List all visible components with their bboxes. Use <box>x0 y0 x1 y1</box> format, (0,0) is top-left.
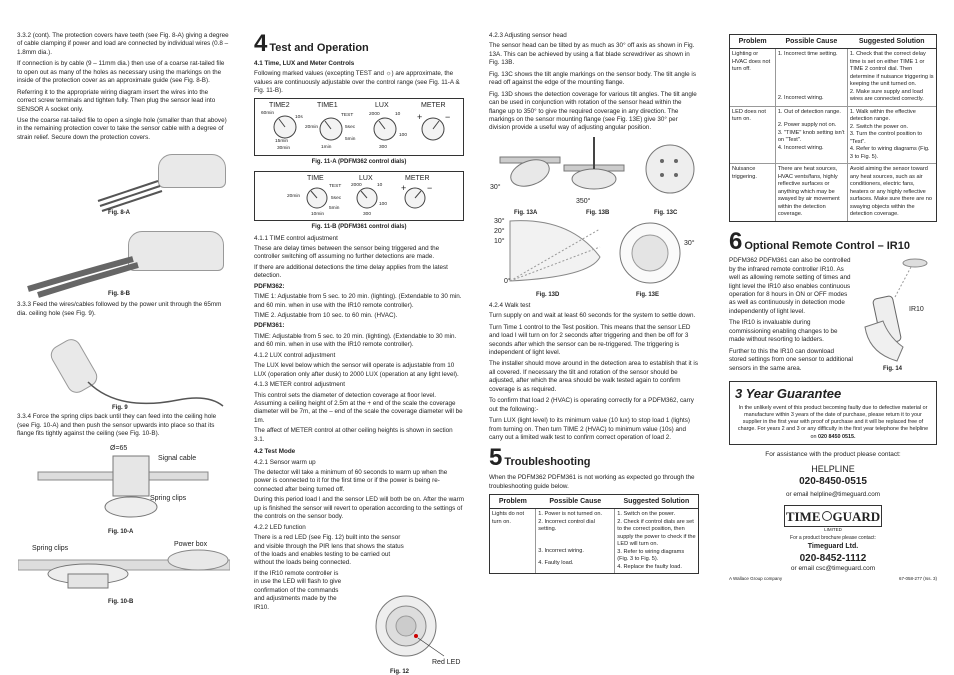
cause-item: 2. Power supply not on. <box>777 122 837 129</box>
group-text: A Wallace Group company <box>729 575 783 581</box>
fig-9-caption: Fig. 9 <box>112 405 128 412</box>
fig-8b-caption: Fig. 8-B <box>108 291 130 298</box>
solution-cell: Avoid aiming the sensor toward any heat sources, such as air conditioners, electric fans, heaters or any highly reflective surfaces. Make sure there are no swaying objects within the detection coverage. <box>847 164 936 221</box>
company-name: Timeguard Ltd. <box>807 543 859 551</box>
fig-14-caption: Fig. 14 <box>883 366 903 373</box>
cause-item: 1. Out of detection range. <box>777 108 841 115</box>
dial-value: 100 <box>379 201 388 207</box>
cause-item: 2. Incorrect control dial setting. <box>538 518 595 533</box>
section-number: 6 <box>729 227 743 255</box>
para-led-function: There is a red LED (see Fig. 12) built into the sensor and visible through the PIR lens that shows the status of the loads and enables testing to be carried out without the loads being connected. <box>254 534 404 567</box>
para-protection-cover: Use the coarse rat-tailed file to open a single hole (smaller than that above) in the remaining protection cover to take the sensor cable with a degree of strain relief. Secure down the protection covers. <box>17 116 227 141</box>
dial-value: 1min <box>321 145 332 151</box>
guarantee-phone: 020 8450 0515. <box>818 433 856 440</box>
para-wiring: Referring it to the appropriate wiring diagram insert the wires into the correct screw terminals and tighten fully. Then plug the sensor lead into SENSOR A socket only. <box>17 88 216 113</box>
problem-cell: LED does not turn on. <box>730 106 775 163</box>
figure-11a <box>254 98 464 156</box>
table-row <box>730 106 936 163</box>
para-spring-clips: 3.3.4 Force the spring clips back until they can feed into the ceiling hole (see Fig. 10-A) and then push the sensor upwards into place so that its flange fits tightly against the ceiling (see Fig. 10-B). <box>17 413 217 437</box>
solution-item: 2. Make sure supply and load wires are connected correctly. <box>849 88 924 103</box>
cable-illustration <box>18 219 230 299</box>
dial-value: 5min <box>345 137 356 143</box>
company-email: or email csc@timeguard.com <box>790 564 876 572</box>
subheading-4-2: 4.2 Test Mode <box>254 448 296 456</box>
para-load2-steps: Turn LUX (light level) to its minimum value (10 lux) to stop load 1 (lights) from turning on. Then turn TIME 2 (HVAC) to minimum value (10s) and carry out a limited walk test to confirm correct operation of load 2. <box>489 417 690 441</box>
logo-text-guard: GUARD <box>832 508 881 524</box>
fig-13b-caption: Fig. 13B <box>586 209 610 216</box>
logo-text-time: TIME <box>785 508 821 524</box>
para-load2: To confirm that load 2 (HVAC) is operating correctly for a PDFM362, carry out the following:- <box>489 397 694 413</box>
remote-section <box>729 257 937 375</box>
fig-13c-caption: Fig. 13C <box>654 209 678 216</box>
tilt-30-label: 30° <box>490 183 501 191</box>
para-walk-test-mode: Turn Time 1 control to the Test position. This means that the sensor LED and load I will turn on for 2 seconds after triggering and then be off for 3 seconds after which the sensor can be re-triggered. The triggering is independent of light level. <box>489 323 691 356</box>
company-phone: 020-8452-1112 <box>799 552 867 564</box>
subheading-4-1: 4.1 Time, LUX and Meter Controls <box>254 59 355 67</box>
red-led-label: Red LED <box>432 659 461 666</box>
guarantee-text: In the unlikely event of this product becoming faulty due to defective material or manufacture within 3 years of the date of purchase, please return it to your supplier in the first year with proof of purchase and it will be replaced free of charge. For years 2 and 3 or any difficulty in the first year telephone the helpline on <box>737 404 929 440</box>
para-ir10-led: If the IR10 remote controller is in use the LED will flash to give confirmation of the commands and adjustments made by the IR10. <box>254 569 342 611</box>
meter-minus: − <box>445 112 451 123</box>
dial-value: 2000 <box>351 182 362 188</box>
figure-12 <box>366 590 462 675</box>
ir10-label: IR10 <box>909 306 924 314</box>
fig-11b-caption: Fig. 11-B (PDFM361 control dials) <box>311 223 407 230</box>
dial-value: 60min <box>261 111 275 117</box>
cause-cell <box>775 49 847 106</box>
solution-item: 1. Switch on the power. <box>617 511 676 518</box>
dial-value: 20min <box>287 193 301 199</box>
dial-value: 10 <box>377 182 383 188</box>
fig-13a-caption: Fig. 13A <box>514 209 538 216</box>
hand-remote-illustration <box>859 257 937 365</box>
dial-value: 10s <box>295 115 303 121</box>
spring-clips-label: Spring clips <box>150 495 187 503</box>
section-6-heading <box>729 227 937 255</box>
problem-cell: Lights do not turn on. <box>490 509 536 573</box>
helpline-number: 020-8450-0515 <box>799 475 867 487</box>
para-tilt: The sensor head can be tilted by as much as 30° off axis as shown in Fig. 13A. This can be achieved by using a flat blade screwdriver as shown in Fig. 13B. <box>489 42 695 67</box>
figure-11b <box>254 171 464 221</box>
meter-minus: − <box>427 182 433 193</box>
para-walk-supply: Turn supply on and wait at least 60 seconds for the system to settle down. <box>489 312 696 320</box>
solution-cell <box>847 49 936 106</box>
cause-item: 2. Incorrect wiring. <box>777 94 824 101</box>
guarantee-box <box>729 381 937 445</box>
figure-8b <box>17 218 229 298</box>
meter-plus: + <box>417 112 423 123</box>
problem-cell: Nuisance triggering. <box>730 164 775 221</box>
cause-item: 1. Power is not turned on. <box>538 511 602 518</box>
assist-text: For assistance with the product please contact: <box>765 450 901 458</box>
figure-8a <box>17 145 229 218</box>
guarantee-title: 3 Year Guarantee <box>735 386 842 402</box>
para-delay-times: These are delay times between the sensor being triggered and the controller switching off assuming no further detections are made. <box>254 244 440 261</box>
sensor-lens-illustration <box>366 590 462 662</box>
table-row <box>730 49 936 106</box>
spring-clips-label: Spring clips <box>32 545 69 553</box>
dial-value: 2000 <box>369 112 380 118</box>
subheading-4-1-3: 4.1.3 METER control adjustment <box>254 381 345 389</box>
para-time2: TIME 2. Adjustable from 10 sec. to 60 min. (HVAC). <box>254 312 398 320</box>
column-remote-guarantee <box>729 34 937 582</box>
dial-value: TEST <box>341 113 354 119</box>
section-number: 4 <box>254 30 268 57</box>
clock-icon <box>822 511 832 521</box>
helpline-email: or email helpline@timeguard.com <box>786 491 880 498</box>
solution-item: 2. Check if control dials are set to the correct position, then supply the power to check if the LED will turn on. <box>617 518 696 548</box>
cause-item: 4. Faulty load. <box>538 560 574 567</box>
power-box-label: Power box <box>174 541 208 549</box>
figure-14 <box>859 257 937 375</box>
cause-item: 3. Incorrect wiring. <box>538 547 584 554</box>
cause-item: 1. Incorrect time setting. <box>777 51 838 58</box>
detection-coverage-illustration <box>490 217 700 287</box>
section-title: Test and Operation <box>269 42 369 54</box>
subheading-4-1-1: 4.1.1 TIME control adjustment <box>254 234 338 242</box>
col-header-solution: Suggested Solution <box>615 495 698 509</box>
dial-value: 10 <box>395 112 401 118</box>
dial-label-time: TIME <box>307 174 324 182</box>
figure-10b <box>17 537 229 607</box>
solution-cell <box>847 106 936 163</box>
col-header-cause: Possible Cause <box>775 35 847 49</box>
wires-illustration <box>18 146 230 216</box>
para-cable-clamping: 3.3.2 (cont). The protection covers have teeth (see Fig. 8-A) giving a degree of cable clamping if power and load are connected by individual wires (0.8 –1.8mm dia.). <box>17 32 229 56</box>
para-time1: TIME 1: Adjustable from 5 sec. to 20 min. (lighting). (Extendable to 30 min. and 60 min. when in use with the IR10 remote controller). <box>254 293 462 309</box>
angle-30-label: 30° <box>494 217 505 225</box>
column-test-operation <box>254 30 465 675</box>
figure-9 <box>17 321 229 413</box>
model-pdfm361: PDFM361: <box>254 322 285 330</box>
para-meter-heights: The affect of METER control at other ceiling heights is shown in section 3.1. <box>254 427 453 443</box>
para-ir10-commissioning: The IR10 is invaluable during commissioning enabling changes to be made without resorting to ladders. <box>729 319 838 344</box>
signal-cable-label: Signal cable <box>158 455 197 463</box>
para-warm-up: The detector will take a minimum of 60 seconds to warm up when the power is connected to it for the first time or if the power is being re-connected after being turned off. <box>254 469 448 493</box>
dial-value: 30min <box>277 146 291 152</box>
figure-13de <box>489 216 699 298</box>
section-title: Optional Remote Control – IR10 <box>744 239 910 252</box>
dial-label-lux: LUX <box>359 174 373 182</box>
fig-11a-caption: Fig. 11-A (PDFM362 control dials) <box>311 159 407 166</box>
table-row <box>730 164 936 221</box>
fig-8a-caption: Fig. 8-A <box>108 210 130 217</box>
angle-0-label: 0° <box>504 277 511 285</box>
cause-cell <box>775 106 847 163</box>
fig-12-caption: Fig. 12 <box>390 669 410 675</box>
fig-13e-caption: Fig. 13E <box>636 291 660 298</box>
section-title: Troubleshooting <box>504 456 591 469</box>
troubleshooting-table-2 <box>729 34 937 222</box>
flange-30-label: 30° <box>684 239 695 247</box>
fig-13d-caption: Fig. 13D <box>536 291 560 298</box>
subheading-4-2-1: 4.2.1 Sensor warm up <box>254 458 316 466</box>
cause-cell: There are heat sources, HVAC vents/fans, highly reflective surfaces or anything which may be swayed by air movement within the detection coverage. <box>775 164 847 221</box>
para-additional-detections: If there are additional detections the time delay applies from the latest detection. <box>254 263 448 280</box>
col-header-problem: Problem <box>490 495 536 509</box>
para-ir10-intro: PDFM362 PDFM361 can also be controlled by the infrared remote controller IR10. As well as allowing remote setting of times and light level the IR10 also enables continuous operation for 8 hours in ON or OFF modes as well as continuously in detection mode independently of light level. <box>729 257 851 315</box>
para-meter: This control sets the diameter of detection coverage at floor level. Assuming a ceiling height of 2.5m at the + end of the scale the coverage diameter will be 7m, at the – end of the scale the coverage diameter will be 1m. <box>254 391 463 424</box>
para-ir10-download: Further to this the IR10 can download stored settings from one sensor to additional sensors in the same area. <box>729 347 853 372</box>
ceiling-hole-illustration <box>18 442 230 538</box>
dial-value: 10min <box>311 211 325 217</box>
col-header-problem: Problem <box>730 35 775 49</box>
dial-value: 20min <box>305 125 319 131</box>
dial-value: 5min <box>329 205 340 211</box>
troubleshooting-table-1 <box>489 494 699 574</box>
solution-item: 2. Switch the power on. <box>849 123 909 130</box>
dial-value: TEST <box>329 183 342 189</box>
subheading-4-2-4: 4.2.4 Walk test <box>489 301 531 309</box>
problem-cell: Lighting or HVAC does not turn off. <box>730 49 775 106</box>
fig-10b-caption: Fig. 10-B <box>108 599 134 606</box>
subheading-4-2-2: 4.2.2 LED function <box>254 523 306 531</box>
sensor-head-adjustment-illustration <box>490 137 700 207</box>
dial-value: 5sec <box>345 125 356 131</box>
para-troubleshoot-intro: When the PDFM362 PDFM361 is not working as expected go through the troubleshooting guide below. <box>489 474 695 490</box>
section-4-heading <box>254 30 464 57</box>
dial-value: 5sec <box>331 195 342 201</box>
column-installation <box>17 32 229 607</box>
section-number: 5 <box>489 444 503 472</box>
dial-value: 300 <box>379 145 388 151</box>
solution-item: 3. Refer to wiring diagrams (Fig. 3 to Fig. 5). <box>617 548 685 563</box>
para-walk-installer: The installer should move around in the detection area to establish that it is all covered. If necessary the tilt and rotation of the sensor should be adjusted, after which the area should be walk tested again to confirm coverage is as required. <box>489 360 698 393</box>
logo-limited: LIMITED <box>824 527 842 533</box>
figure-13abc <box>489 136 699 216</box>
dial-value: 300 <box>363 211 372 217</box>
para-coverage: Fig. 13D shows the detection coverage for various tilt angles. The tilt angle can be used in conjunction with rotation of the sensor head within the flange up to 350° to give the required coverage in any direction. The markings on the sensor mounting flange (see Fig. 13E) give 30° per division provide a useful way of adjusting angular position. <box>489 90 697 132</box>
cause-item: 3. "TIME" knob setting isn't on "Test". <box>777 129 845 144</box>
diameter-label: Ø=65 <box>110 445 128 453</box>
meter-plus: + <box>401 182 407 193</box>
dial-value: 15min <box>275 139 289 145</box>
solution-item: 4. Replace the faulty load. <box>617 563 682 570</box>
para-cable-file: If connection is by cable (9 – 11mm dia.) then use of a coarse rat-tailed file to open out as many of the holes as necessary using the markings on the inside of the protection cover as an approximate guide (see Fig. 8-B). <box>17 60 225 85</box>
rotation-350-label: 350° <box>576 197 591 205</box>
dial-value: 100 <box>399 133 408 139</box>
para-lux: The LUX level below which the sensor will operate is adjustable from 10 LUX (operation only after dusk) to 2000 LUX (operation at any light level). <box>254 362 459 378</box>
brochure-text: For a product brochure please contact: <box>790 535 876 542</box>
section-5-heading <box>489 444 699 472</box>
subheading-4-1-2: 4.1.2 LUX control adjustment <box>254 351 336 359</box>
solution-item: 4. Refer to wiring diagrams (Fig. 3 to Fig. 5). <box>849 146 930 160</box>
subheading-4-2-3: 4.2.3 Adjusting sensor head <box>489 32 567 39</box>
cause-item: 4. Incorrect wiring. <box>777 144 824 151</box>
solution-item: 1. Check that the correct delay time is set on either TIME 1 or TIME 2 control dial. Then determine if nuisance triggering is keeping the unit turned on. <box>849 51 934 88</box>
angle-20-label: 20° <box>494 227 505 235</box>
figure-10a <box>17 441 229 537</box>
dial-label-time2: TIME2 <box>269 102 290 110</box>
solution-cell <box>615 509 698 573</box>
helpline-label: HELPLINE <box>811 463 855 474</box>
timeguard-logo <box>784 505 882 527</box>
contact-block <box>729 451 937 582</box>
doc-code: 67-058-277 (Iss. 3) <box>898 575 937 581</box>
para-tilt-markings: Fig. 13C shows the tilt angle markings on the sensor body. The tilt angle is read off against the edge of the mounting flange. <box>489 70 696 87</box>
para-warm-up-led: During this period load I and the sensor LED will both be on. After the warm up is finished the sensor will revert to operation according to the settings of the controls on the sensor body. <box>254 496 465 521</box>
footer-row <box>729 576 937 582</box>
para-approx-values: Following marked values (excepting TEST and ☼) are approximate, the values are continuously adjustable over the control range (see Fig. 11-A & Fig. 11-B). <box>254 70 460 95</box>
para-time: TIME: Adjustable from 5 sec. to 20 min. (lighting). (Extendable to 30 min. and 60 min. when in use with the IR10 remote controller). <box>254 332 457 349</box>
solution-item: 1. Walk within the effective detection range. <box>849 108 916 123</box>
dial-label-time1: TIME1 <box>317 102 338 110</box>
cable-illustration <box>18 322 230 414</box>
dial-label-meter: METER <box>421 102 446 110</box>
dial-label-meter: METER <box>405 174 430 182</box>
angle-10-label: 10° <box>494 237 505 245</box>
col-header-solution: Suggested Solution <box>847 35 936 49</box>
model-pdfm362: PDFM362: <box>254 282 285 290</box>
col-header-cause: Possible Cause <box>536 495 615 509</box>
cause-cell <box>536 509 615 573</box>
solution-item: 3. Turn the control position to "Test". <box>849 131 923 145</box>
para-feed-wires: 3.3.3 Feed the wires/cables followed by the power unit through the 65mm dia. ceiling hole (see Fig. 9). <box>17 301 222 317</box>
dial-label-lux: LUX <box>375 102 389 110</box>
column-adjust-troubleshoot <box>489 32 699 574</box>
fig-10a-caption: Fig. 10-A <box>108 529 134 536</box>
table-row <box>490 509 698 573</box>
